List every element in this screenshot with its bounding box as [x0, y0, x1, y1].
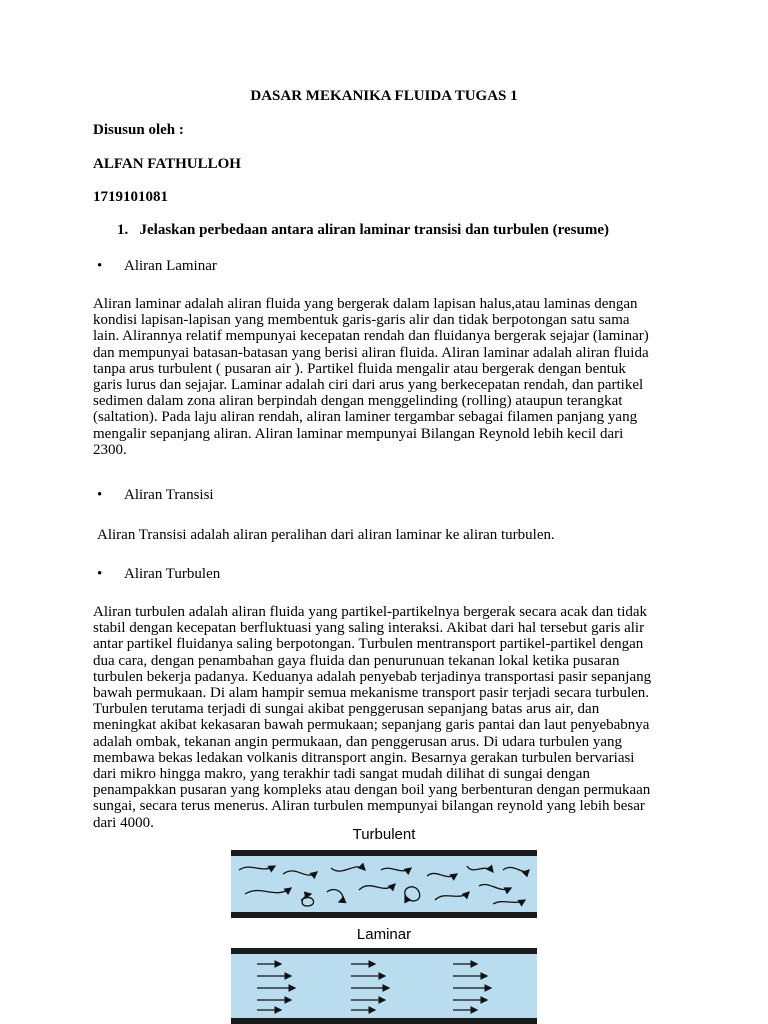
turbulent-fluid — [231, 856, 537, 912]
paragraph-line: 2300. — [93, 441, 127, 458]
author-label: Disusun oleh : — [93, 122, 184, 138]
paragraph-line: (saltation). Pada laju aliran rendah, aliran laminer tergambar sebagai filamen panjang yang — [93, 409, 638, 426]
paragraph-line: Turbulen terutama terjadi di sungai akibat penggerusan sepanjang batas arus air, dan — [93, 701, 600, 718]
document-title: DASAR MEKANIKA FLUIDA TUGAS 1 — [250, 88, 518, 104]
turbulent-label: Turbulent — [352, 826, 416, 843]
transisi-heading: Aliran Transisi — [124, 487, 214, 503]
turbulen-heading: Aliran Turbulen — [124, 566, 221, 582]
pipe-wall-bottom — [231, 912, 537, 918]
paragraph-line: Aliran laminar adalah aliran fluida yang bergerak dalam lapisan halus,atau laminas dengan — [93, 296, 638, 312]
bullet-dot: • — [97, 566, 103, 582]
transisi-paragraph: Aliran Transisi adalah aliran peralihan dari aliran laminar ke aliran turbulen. — [97, 527, 555, 543]
paragraph-line: lain. Alirannya relatif mempunyai kecepatan rendah dan fluidanya bergerak sejajar (laminar) — [93, 328, 649, 345]
paragraph-line: penampakkan pusaran yang kompleks atau dengan boil yang berbenturan dengan permukaan — [93, 782, 651, 799]
paragraph-line: garis lurus dan sejajar. Laminar adalah ciri dari arus yang berkecepatan rendah, dan partikel — [93, 377, 644, 394]
paragraph-line: antar partikel fluidanya saling berpotongan. Turbulen mentransport partikel-partikel dengan — [93, 636, 644, 653]
paragraph-line: adalah ombak, tekanan angin permukaan, dan penggerusan arus. Di udara turbulen yang — [93, 733, 622, 750]
paragraph-line: kondisi lapisan-lapisan yang membentuk garis-garis alir dan tidak berpotongan satu sama — [93, 312, 630, 329]
bullet-laminar — [97, 258, 217, 275]
laminar-pipe-diagram — [231, 946, 537, 1024]
pipe-wall-top — [231, 850, 537, 856]
laminar-heading: Aliran Laminar — [124, 258, 217, 274]
paragraph-line: sedimen dalam zona aliran berpindah dengan menggelinding (rolling) ataupun terangkat — [93, 393, 623, 410]
turbulent-pipe-diagram — [231, 848, 537, 920]
bullet-transisi — [97, 487, 214, 504]
bullet-dot: • — [97, 487, 103, 503]
paragraph-line: dari 4000. — [93, 814, 154, 831]
turbulen-paragraph — [93, 604, 713, 831]
paragraph-line: Aliran turbulen adalah aliran fluida yang partikel-partikelnya bergerak secara acak dan tidak — [93, 604, 648, 620]
paragraph-line: sungai, secara terus menerus. Aliran turbulen mempunyai bilangan reynold yang lebih besar — [93, 798, 645, 815]
student-id: 1719101081 — [93, 189, 168, 205]
laminar-label: Laminar — [356, 926, 412, 943]
paragraph-line: tanpa arus turbulent ( pusaran air ). Partikel fluida mengalir atau bergerak dengan bentuk — [93, 360, 626, 377]
paragraph-line: stabil dengan kecepatan berfluktuasi yang saling interaksi. Akibat dari hal tersebut garis alir — [93, 620, 645, 637]
pipe-wall-top — [231, 948, 537, 954]
question-heading: 1. Jelaskan perbedaan antara aliran laminar transisi dan turbulen (resume) — [117, 222, 609, 238]
flow-figure — [231, 826, 537, 1024]
paragraph-line: dari mikro hingga makro, yang terakhir tadi sangat mudah dilihat di sungai dengan — [93, 766, 590, 783]
laminar-paragraph — [93, 296, 713, 458]
bullet-turbulen — [97, 566, 220, 583]
paragraph-line: dan mempunyai batasan-batasan yang berisi aliran fluida. Aliran laminar adalah aliran fluida — [93, 344, 649, 361]
paragraph-line: turbulen bekerja padanya. Keduanya adalah penyebab terjadinya transportasi pasir sepanjang — [93, 668, 652, 685]
paragraph-line: bawah permukaan. Di alam hampir semua mekanisme transport pasir terjadi secara turbulen. — [93, 685, 650, 702]
paragraph-line: mengalir sepanjang aliran. Aliran laminar mempunyai Bilangan Reynold lebih kecil dari — [93, 425, 624, 442]
paragraph-line: meningkat akibat kekasaran bawah permukaan; sepanjang garis pantai dan laut penyebabnya — [93, 717, 650, 734]
paragraph-line: dua cara, dengan penambahan gaya fluida dan penurunuan tekanan lokal ketika pusaran — [93, 652, 620, 669]
paragraph-line: membawa bekas ledakan volkanis ditransport angin. Besarnya gerakan turbulen bervariasi — [93, 749, 635, 766]
author-name: ALFAN FATHULLOH — [93, 156, 241, 172]
pipe-wall-bottom — [231, 1018, 537, 1024]
bullet-dot: • — [97, 258, 103, 274]
